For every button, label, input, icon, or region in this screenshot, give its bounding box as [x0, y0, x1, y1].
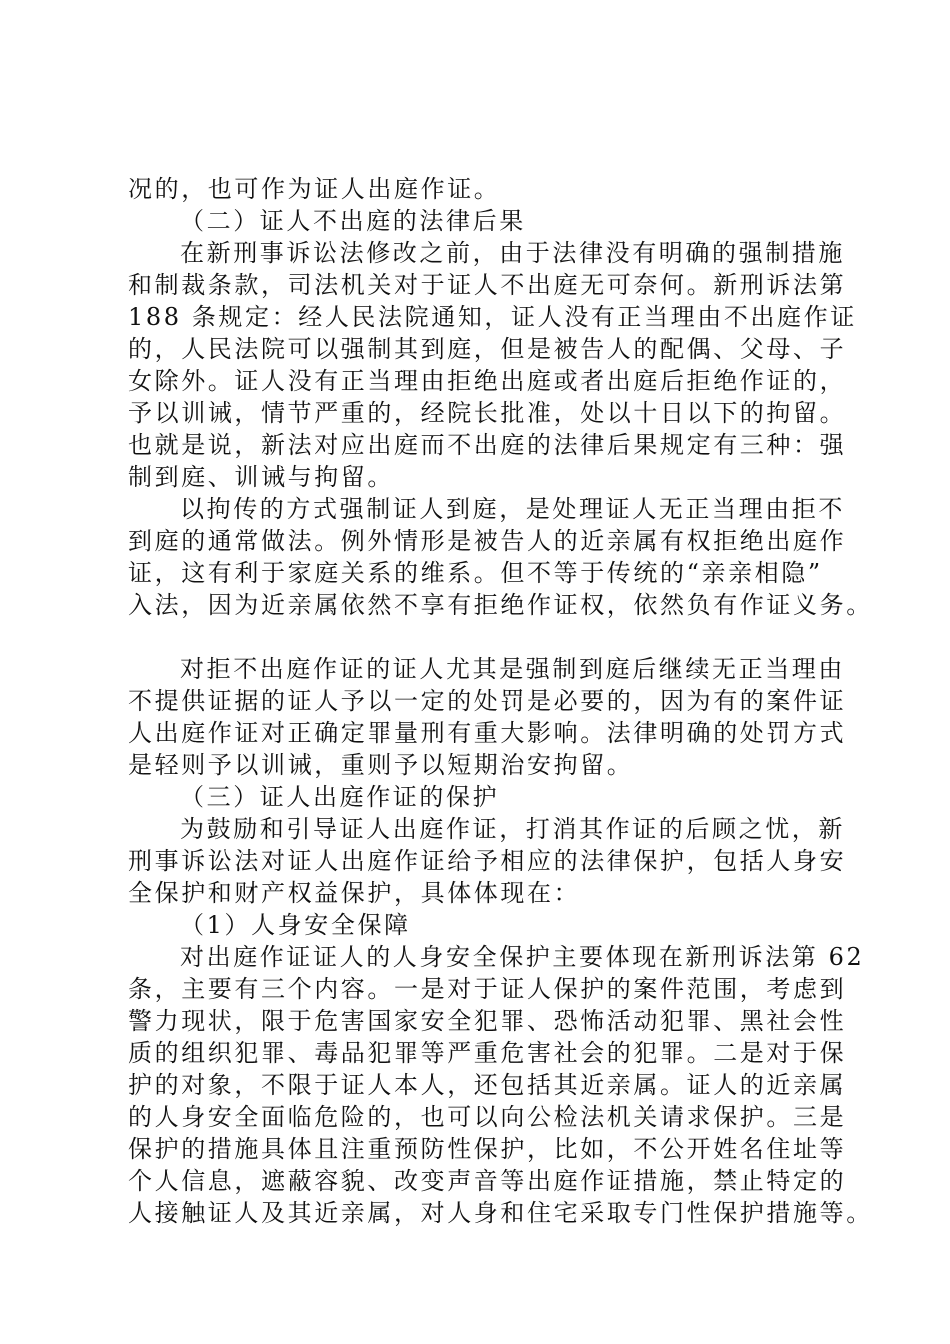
- text-line: 和制裁条款，司法机关对于证人不出庭无可奈何。新刑诉法第: [128, 271, 847, 299]
- text-line: 人接触证人及其近亲属，对人身和住宅采取专门性保护措施等。: [128, 1199, 873, 1227]
- text-line: 到庭的通常做法。例外情形是被告人的近亲属有权拒绝出庭作: [128, 527, 847, 555]
- text-line: 对拒不出庭作证的证人尤其是强制到庭后继续无正当理由: [180, 655, 845, 683]
- text-line: 证，这有利于家庭关系的维系。但不等于传统的“亲亲相隐”: [128, 559, 823, 587]
- section-heading: （二）证人不出庭的法律后果: [180, 207, 526, 235]
- text-line: 也就是说，新法对应出庭而不出庭的法律后果规定有三种：强: [128, 431, 847, 459]
- text-line: 护的对象，不限于证人本人，还包括其近亲属。证人的近亲属: [128, 1071, 847, 1099]
- text-line: 入法，因为近亲属依然不享有拒绝作证权，依然负有作证义务。: [128, 591, 873, 619]
- text-line: 对出庭作证证人的人身安全保护主要体现在新刑诉法第 62: [180, 943, 865, 971]
- section-heading: （三）证人出庭作证的保护: [180, 783, 500, 811]
- text-line: 以拘传的方式强制证人到庭，是处理证人无正当理由拒不: [180, 495, 845, 523]
- text-line: 个人信息，遮蔽容貌、改变声音等出庭作证措施，禁止特定的: [128, 1167, 847, 1195]
- text-line: 不提供证据的证人予以一定的处罚是必要的，因为有的案件证: [128, 687, 847, 715]
- text-line: 人出庭作证对正确定罪量刑有重大影响。法律明确的处罚方式: [128, 719, 847, 747]
- text-line: 全保护和财产权益保护，具体体现在：: [128, 879, 581, 907]
- text-line: 条，主要有三个内容。一是对于证人保护的案件范围，考虑到: [128, 975, 847, 1003]
- text-line: 是轻则予以训诫，重则予以短期治安拘留。: [128, 751, 634, 779]
- text-line: 警力现状，限于危害国家安全犯罪、恐怖活动犯罪、黑社会性: [128, 1007, 847, 1035]
- document-page: [128, 173, 873, 1229]
- text-line: 的人身安全面临危险的，也可以向公检法机关请求保护。三是: [128, 1103, 847, 1131]
- text-line: 况的，也可作为证人出庭作证。: [128, 175, 501, 203]
- text-line: 质的组织犯罪、毒品犯罪等严重危害社会的犯罪。二是对于保: [128, 1039, 847, 1067]
- text-line: 女除外。证人没有正当理由拒绝出庭或者出庭后拒绝作证的，: [128, 367, 847, 395]
- text-line: 制到庭、训诫与拘留。: [128, 463, 394, 491]
- text-line: 予以训诫，情节严重的，经院长批准，处以十日以下的拘留。: [128, 399, 847, 427]
- text-line: 188 条规定：经人民法院通知，证人没有正当理由不出庭作证: [128, 303, 857, 331]
- paragraph-gap: [128, 621, 848, 653]
- subsection-heading: （1）人身安全保障: [180, 911, 411, 939]
- text-line: 为鼓励和引导证人出庭作证，打消其作证的后顾之忧，新: [180, 815, 845, 843]
- text-line: 的，人民法院可以强制其到庭，但是被告人的配偶、父母、子: [128, 335, 847, 363]
- text-line: 刑事诉讼法对证人出庭作证给予相应的法律保护，包括人身安: [128, 847, 847, 875]
- text-line: 保护的措施具体且注重预防性保护，比如，不公开姓名住址等: [128, 1135, 847, 1163]
- text-line: 在新刑事诉讼法修改之前，由于法律没有明确的强制措施: [180, 239, 845, 267]
